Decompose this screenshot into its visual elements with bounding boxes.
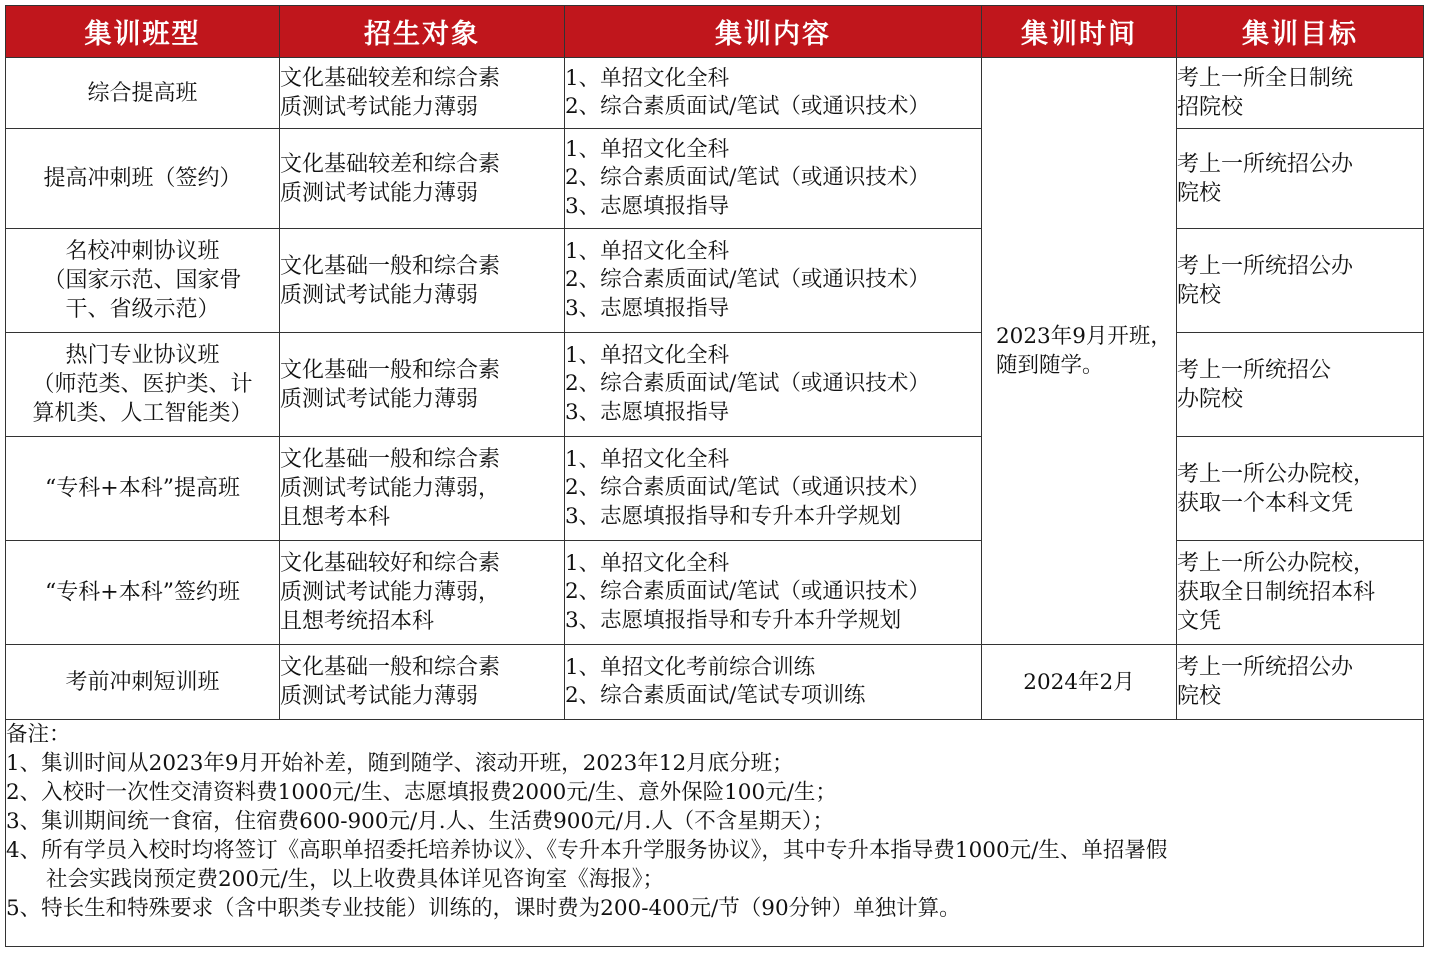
content-line: 3、志愿填报指导 bbox=[565, 399, 730, 425]
note-item: 5、特长生和特殊要求（含中职类专业技能）训练的，课时费为200-400元/节（90分钟）单独计算。 bbox=[6, 896, 961, 921]
goal-line: 考上一所统招公 bbox=[1177, 357, 1332, 383]
goal-line: 获取全日制统招本科 bbox=[1177, 580, 1376, 605]
target-group-line: 文化基础一般和综合素 bbox=[280, 253, 501, 279]
target-group-line: 质测试考试能力薄弱 bbox=[280, 684, 479, 709]
training-table bbox=[5, 5, 1424, 947]
note-item: 4、所有学员入校时均将签订《高职单招委托培养协议》、《专升本升学服务协议》，其中专升本指导费1000元/生、单招暑假 bbox=[6, 838, 1168, 863]
table-row bbox=[6, 437, 1424, 541]
goal-line: 院校 bbox=[1177, 684, 1222, 709]
content-line: 3、志愿填报指导和专升本升学规划 bbox=[565, 607, 902, 633]
header-class-type: 集训班型 bbox=[6, 6, 280, 58]
target-group-cell bbox=[280, 229, 565, 333]
target-group-cell bbox=[280, 541, 565, 645]
class-type-line: “专科+本科”签约班 bbox=[45, 580, 240, 605]
target-group-line: 质测试考试能力薄弱 bbox=[280, 95, 479, 120]
table-body bbox=[6, 58, 1424, 720]
class-type-cell bbox=[6, 333, 280, 437]
class-type-line: （师范类、医护类、计 bbox=[32, 372, 253, 397]
class-type-line: 算机类、人工智能类） bbox=[32, 401, 253, 426]
content-line: 1、单招文化全科 bbox=[565, 65, 730, 91]
notes-list bbox=[6, 749, 1423, 923]
content-cell bbox=[565, 437, 982, 541]
content-cell bbox=[565, 541, 982, 645]
goal-cell bbox=[1177, 437, 1424, 541]
goal-line: 考上一所统招公办 bbox=[1177, 151, 1354, 177]
target-group-cell bbox=[280, 645, 565, 720]
table-row bbox=[6, 541, 1424, 645]
content-line: 1、单招文化考前综合训练 bbox=[565, 654, 816, 680]
class-type-cell bbox=[6, 129, 280, 229]
target-group-line: 文化基础较差和综合素 bbox=[280, 151, 501, 177]
table-row bbox=[6, 58, 1424, 129]
class-type-line: 热门专业协议班 bbox=[65, 343, 220, 368]
time-line: 2024年2月 bbox=[1023, 669, 1135, 695]
target-group-line: 文化基础一般和综合素 bbox=[280, 447, 501, 472]
table-row bbox=[6, 333, 1424, 437]
content-cell bbox=[565, 229, 982, 333]
content-cell bbox=[565, 58, 982, 129]
content-line: 2、综合素质面试/笔试（或通识技术） bbox=[565, 94, 930, 119]
class-type-cell bbox=[6, 645, 280, 720]
goal-line: 文凭 bbox=[1177, 609, 1222, 634]
goal-cell bbox=[1177, 58, 1424, 129]
goal-line: 考上一所统招公办 bbox=[1177, 655, 1354, 680]
class-type-cell bbox=[6, 229, 280, 333]
note-item: 3、集训期间统一食宿，住宿费600-900元/月.人、生活费900元/月.人（不含星期天）； bbox=[6, 809, 834, 834]
note-item: 社会实践岗预定费200元/生，以上收费具体详见咨询室《海报》； bbox=[46, 867, 665, 892]
content-line: 2、综合素质面试/笔试（或通识技术） bbox=[565, 165, 930, 191]
class-type-cell bbox=[6, 541, 280, 645]
class-type-line: 干、省级示范） bbox=[65, 297, 220, 322]
content-line: 3、志愿填报指导 bbox=[565, 295, 730, 321]
table-row bbox=[6, 129, 1424, 229]
target-group-cell bbox=[280, 129, 565, 229]
target-group-line: 质测试考试能力薄弱， bbox=[280, 580, 501, 605]
class-type-line: 提高冲刺班（签约） bbox=[43, 166, 242, 191]
content-line: 1、单招文化全科 bbox=[565, 136, 730, 162]
content-cell bbox=[565, 645, 982, 720]
target-group-line: 质测试考试能力薄弱， bbox=[280, 476, 501, 501]
goal-cell bbox=[1177, 645, 1424, 720]
target-group-cell bbox=[280, 333, 565, 437]
goal-line: 考上一所公办院校， bbox=[1177, 551, 1376, 576]
goal-line: 考上一所统招公办 bbox=[1177, 253, 1354, 279]
content-line: 1、单招文化全科 bbox=[565, 446, 730, 472]
header-target-group: 招生对象 bbox=[280, 6, 565, 58]
content-line: 2、综合素质面试/笔试（或通识技术） bbox=[565, 579, 930, 605]
content-line: 1、单招文化全科 bbox=[565, 550, 730, 576]
target-group-line: 且想考本科 bbox=[280, 505, 391, 530]
goal-cell bbox=[1177, 541, 1424, 645]
target-group-cell bbox=[280, 58, 565, 129]
content-line: 2、综合素质面试/笔试专项训练 bbox=[565, 683, 866, 708]
target-group-line: 文化基础一般和综合素 bbox=[280, 655, 501, 680]
enrollment-sheet bbox=[5, 5, 1423, 948]
header-content: 集训内容 bbox=[565, 6, 982, 58]
target-group-cell bbox=[280, 437, 565, 541]
goal-line: 办院校 bbox=[1177, 386, 1244, 412]
target-group-line: 质测试考试能力薄弱 bbox=[280, 282, 479, 308]
goal-cell bbox=[1177, 229, 1424, 333]
time-line: 2023年9月开班， bbox=[996, 324, 1172, 349]
content-line: 3、志愿填报指导和专升本升学规划 bbox=[565, 503, 902, 529]
content-line: 1、单招文化全科 bbox=[565, 238, 730, 264]
goal-line: 考上一所全日制统 bbox=[1177, 66, 1354, 91]
class-type-cell bbox=[6, 58, 280, 129]
note-item: 1、集训时间从2023年9月开始补差，随到随学、滚动开班，2023年12月底分班； bbox=[6, 751, 794, 776]
target-group-line: 文化基础较好和综合素 bbox=[280, 551, 501, 576]
class-type-line: 考前冲刺短训班 bbox=[65, 669, 220, 695]
target-group-line: 文化基础较差和综合素 bbox=[280, 66, 501, 91]
goal-cell bbox=[1177, 129, 1424, 229]
class-type-line: 名校冲刺协议班 bbox=[65, 239, 220, 264]
header-goal: 集训目标 bbox=[1177, 6, 1424, 58]
class-type-line: 综合提高班 bbox=[87, 80, 198, 106]
target-group-line: 质测试考试能力薄弱 bbox=[280, 180, 479, 206]
notes-row bbox=[6, 720, 1424, 947]
goal-line: 院校 bbox=[1177, 282, 1222, 308]
table-row bbox=[6, 645, 1424, 720]
content-cell bbox=[565, 333, 982, 437]
notes-title: 备注： bbox=[6, 722, 71, 747]
target-group-line: 质测试考试能力薄弱 bbox=[280, 386, 479, 412]
goal-cell bbox=[1177, 333, 1424, 437]
header-time: 集训时间 bbox=[982, 6, 1177, 58]
goal-line: 院校 bbox=[1177, 180, 1222, 206]
content-line: 2、综合素质面试/笔试（或通识技术） bbox=[565, 475, 930, 501]
content-line: 2、综合素质面试/笔试（或通识技术） bbox=[565, 267, 930, 293]
goal-line: 考上一所公办院校， bbox=[1177, 461, 1376, 487]
time-cell-main bbox=[982, 58, 1177, 645]
content-line: 2、综合素质面试/笔试（或通识技术） bbox=[565, 371, 930, 397]
class-type-cell bbox=[6, 437, 280, 541]
time-line: 随到随学。 bbox=[996, 353, 1104, 378]
content-line: 3、志愿填报指导 bbox=[565, 193, 730, 219]
goal-line: 获取一个本科文凭 bbox=[1177, 490, 1354, 516]
target-group-line: 且想考统招本科 bbox=[280, 609, 435, 634]
class-type-line: （国家示范、国家骨 bbox=[43, 268, 242, 293]
goal-line: 招院校 bbox=[1177, 95, 1244, 120]
content-line: 1、单招文化全科 bbox=[565, 342, 730, 368]
note-item: 2、入校时一次性交清资料费1000元/生、志愿填报费2000元/生、意外保险100元/生； bbox=[6, 780, 837, 805]
time-cell-short bbox=[982, 645, 1177, 720]
target-group-line: 文化基础一般和综合素 bbox=[280, 357, 501, 383]
table-header-row bbox=[6, 6, 1424, 58]
class-type-line: “专科+本科”提高班 bbox=[45, 476, 240, 501]
content-cell bbox=[565, 129, 982, 229]
table-row bbox=[6, 229, 1424, 333]
notes-cell bbox=[6, 720, 1424, 947]
